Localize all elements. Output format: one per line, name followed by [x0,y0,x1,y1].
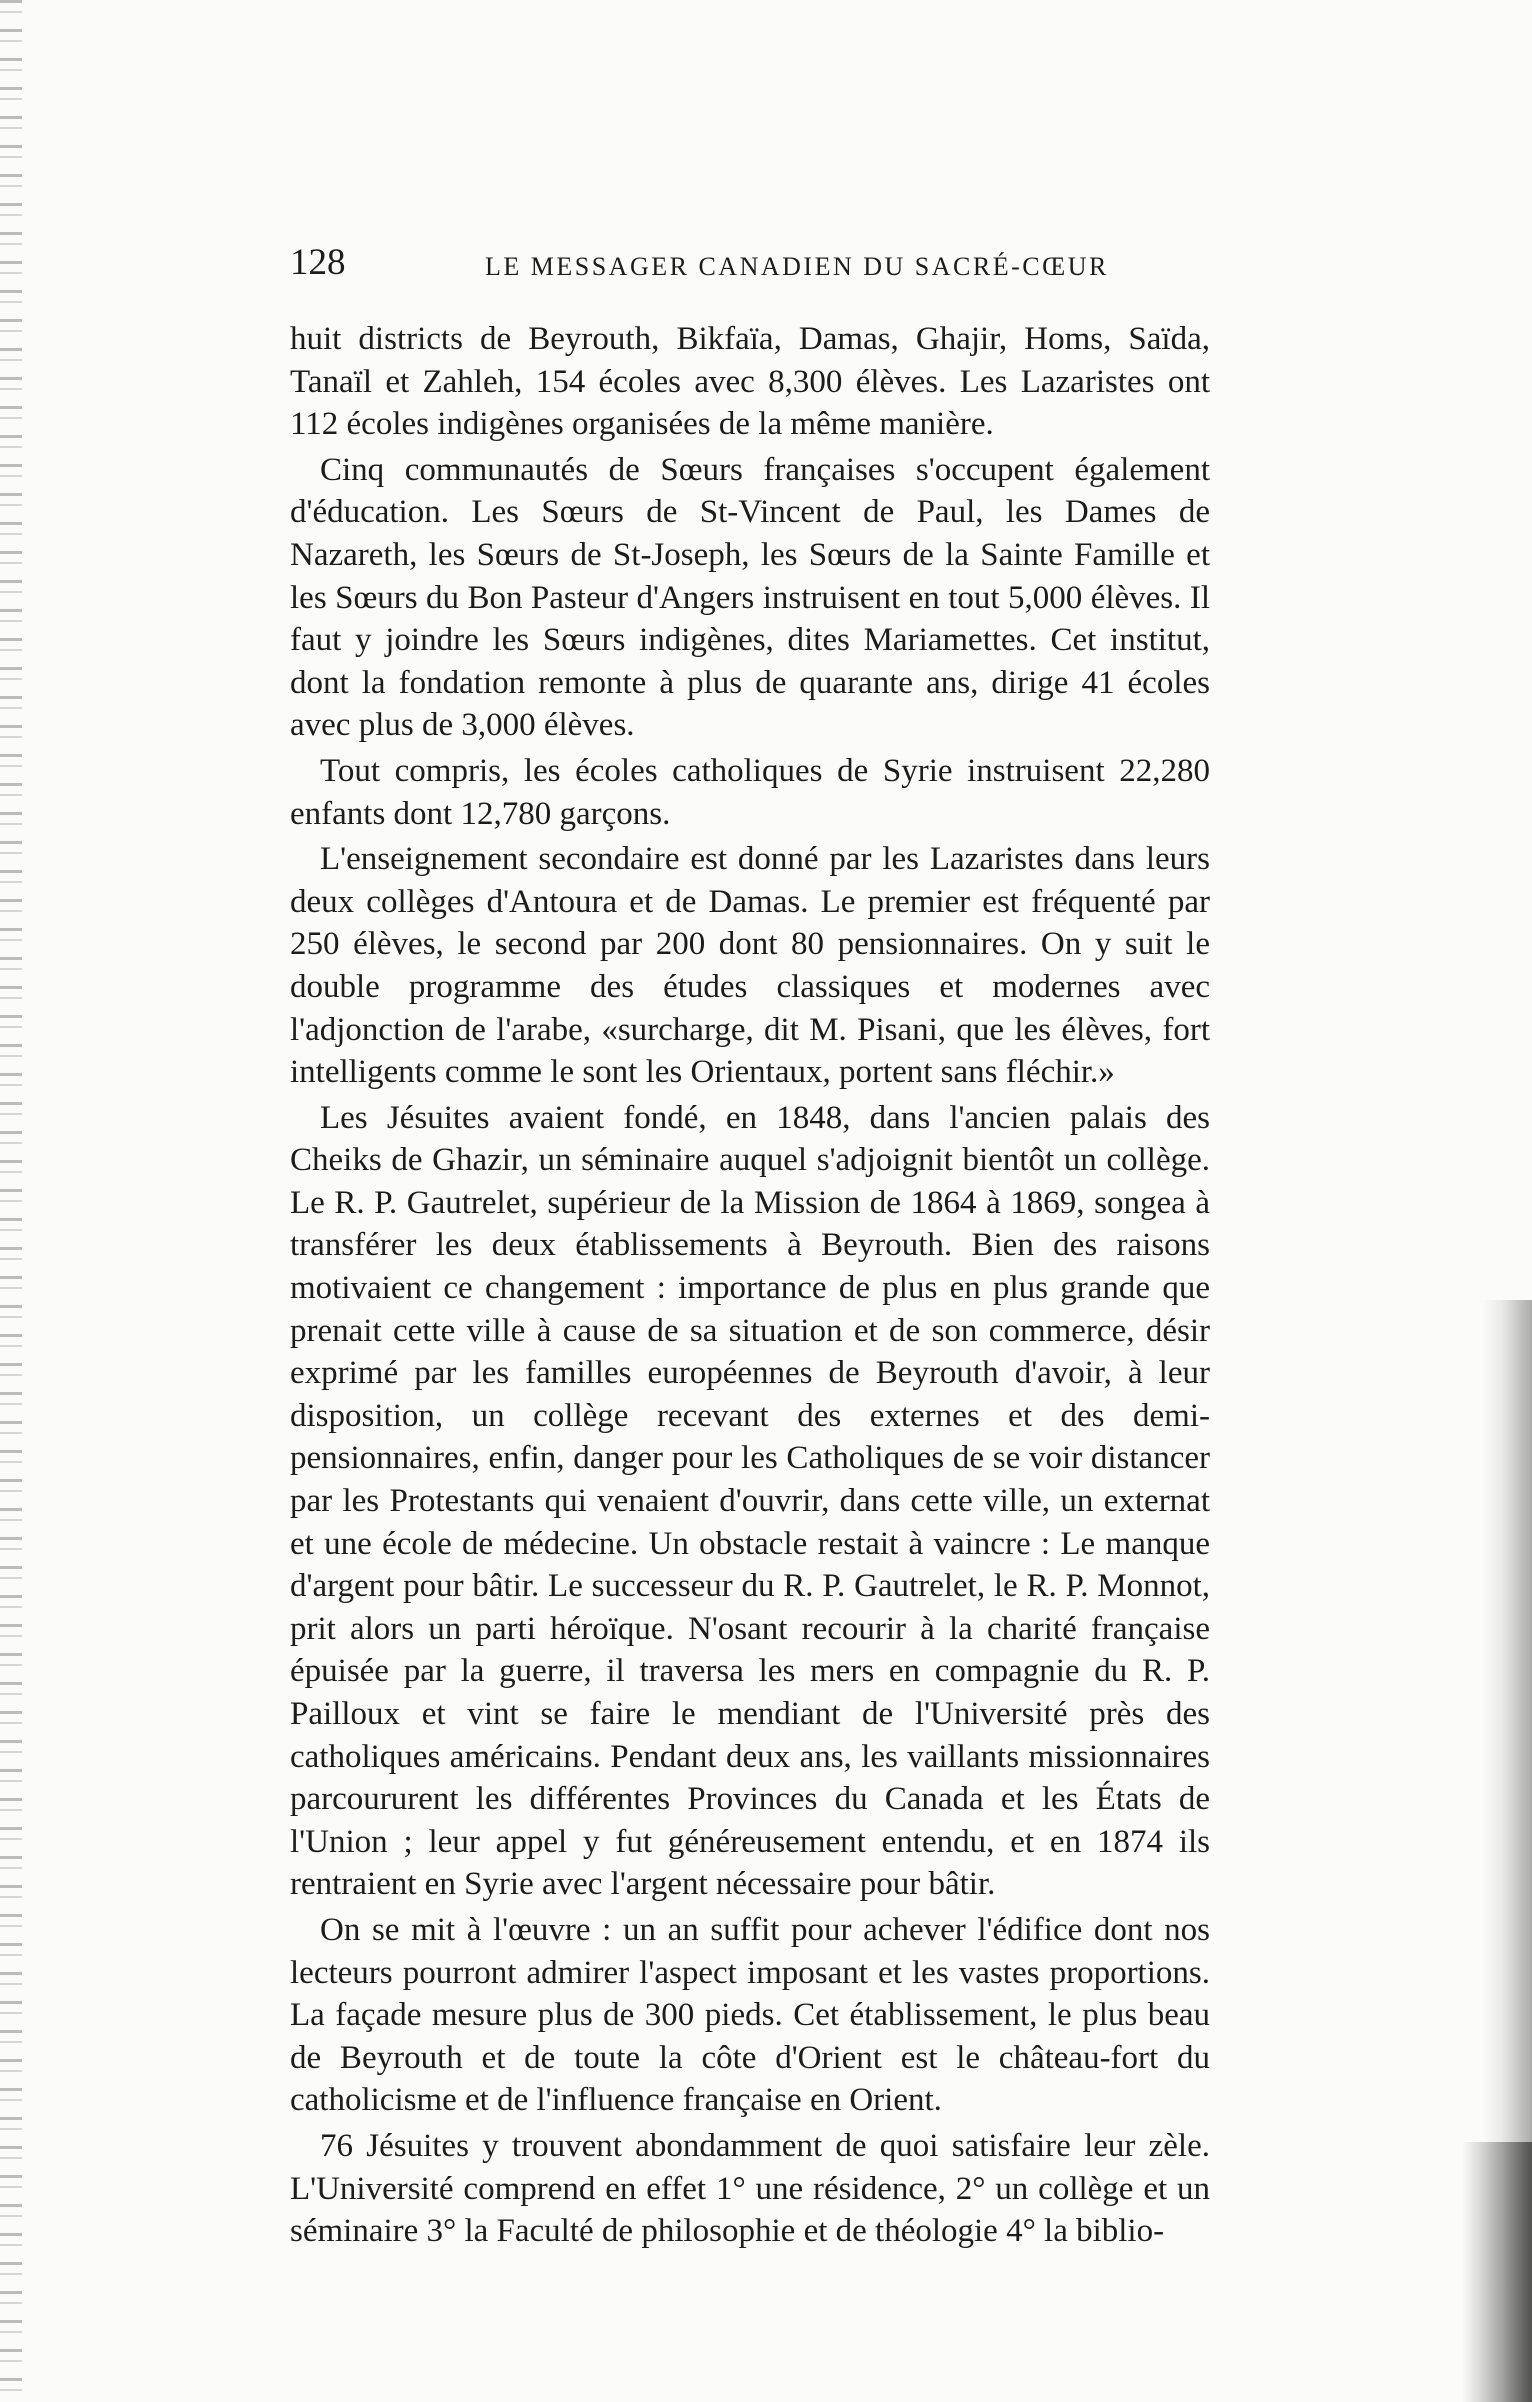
paragraph: Les Jésuites avaient fondé, en 1848, dans l'ancien palais des Cheiks de Ghazir, un séminaire auquel s'adjoignit bientôt un collège. Le R. P. Gautrelet, supérieur de la Mission de 1864 à 1869, songea à transférer les deux établissements à Beyrouth. Bien des raisons motivaient ce changement : importance de plus en plus grande que prenait cette ville à cause de sa situation et de son commerce, désir exprimé par les familles européennes de Beyrouth d'avoir, à leur disposition, un collège recevant des externes et des demi-pensionnaires, enfin, danger pour les Catholiques de se voir distancer par les Protestants qui venaient d'ouvrir, dans cette ville, un externat et une école de médecine. Un obstacle restait à vaincre : Le manque d'argent pour bâtir. Le successeur du R. P. Gautrelet, le R. P. Monnot, prit alors un parti héroïque. N'osant recourir à la charité française épuisée par la guerre, il traversa les mers en compagnie du R. P. Pailloux et vint se faire le mendiant de l'Université près des catholiques américains. Pendant deux ans, les vaillants missionnaires parcoururent les différentes Provinces du Canada et les États de l'Union ; leur appel y fut généreusement entendu, et en 1874 ils rentraient en Syrie avec l'argent nécessaire pour bâtir. [290,1099,1210,1903]
corner-shadow [1462,2142,1532,2402]
body-text [290,318,1210,2256]
paragraph: On se mit à l'œuvre : un an suffit pour achever l'édifice dont nos lecteurs pourront admirer l'aspect imposant et les vastes proportions. La façade mesure plus de 300 pieds. Cet établissement, le plus beau de Beyrouth et de toute la côte d'Orient est le château-fort du catholicisme et de l'influence française en Orient. [290,1911,1210,2119]
binding-edge-shadow [0,0,22,2402]
paragraph: Tout compris, les écoles catholiques de Syrie instruisent 22,280 enfants dont 12,780 garçons. [290,752,1210,832]
paragraph: huit districts de Beyrouth, Bikfaïa, Damas, Ghajir, Homs, Saïda, Tanaïl et Zahleh, 154 écoles avec 8,300 élèves. Les Lazaristes ont 112 écoles indigènes organisées de la même manière. [290,321,1210,443]
paragraph: 76 Jésuites y trouvent abondamment de quoi satisfaire leur zèle. L'Université comprend en effet 1° une résidence, 2° un collège et un séminaire 3° la Faculté de philosophie et de théologie 4° la biblio- [290,2127,1210,2250]
page-number: 128 [290,242,346,283]
running-title: LE MESSAGER CANADIEN DU SACRÉ-CŒUR [485,252,1109,281]
paragraph: Cinq communautés de Sœurs françaises s'occupent également d'éducation. Les Sœurs de St-Vincent de Paul, les Dames de Nazareth, les Sœurs de St-Joseph, les Sœurs de la Sainte Famille et les Sœurs du Bon Pasteur d'Angers instruisent en tout 5,000 élèves. Il faut y joindre les Sœurs indigènes, dites Mariamettes. Cet institut, dont la fondation remonte à plus de quarante ans, dirige 41 écoles avec plus de 3,000 élèves. [290,451,1210,744]
page-header [290,238,1250,288]
paragraph: L'enseignement secondaire est donné par les Lazaristes dans leurs deux collèges d'Antoura et de Damas. Le premier est fréquenté par 250 élèves, le second par 200 dont 80 pensionnaires. On y suit le double programme des études classiques et modernes avec l'adjonction de l'arabe, «surcharge, dit M. Pisani, que les élèves, fort intelligents comme le sont les Orientaux, portent sans fléchir.» [290,841,1210,1091]
